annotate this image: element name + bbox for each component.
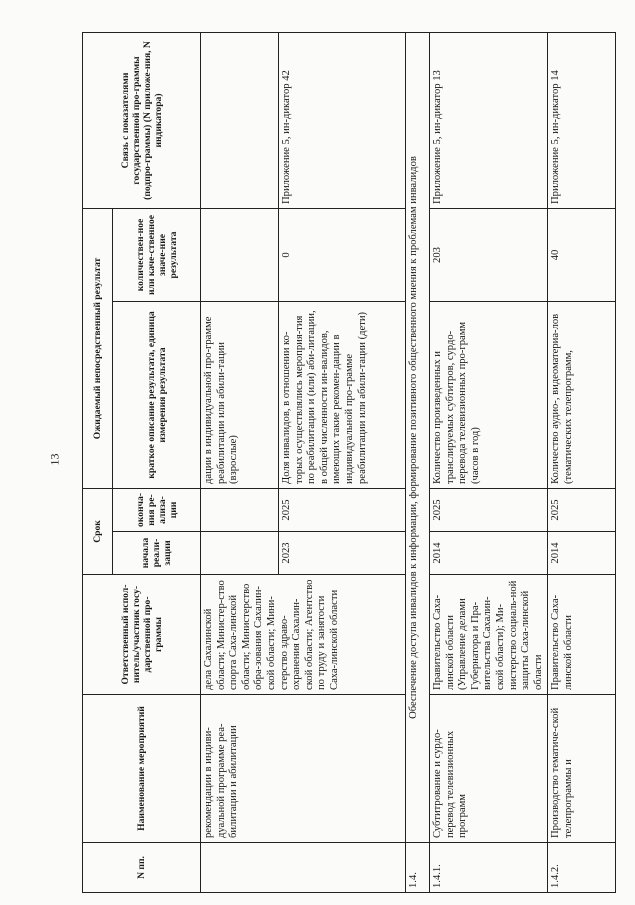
row-end xyxy=(201,489,279,532)
row-link: Приложение 5, ин-дикатор 14 xyxy=(548,32,616,208)
row-name: Производство тематиче-ской телепрограммы и xyxy=(548,695,616,843)
row-responsible: дела Сахалинской области; Министер-ство спорта Саха-линской области; Министерство обра-зования Сахалин-ской области; Мини-стерство здраво-охранения Сахалин-ской области; Агентство по труду и занятости Саха-линской области xyxy=(201,575,406,695)
row-responsible: Правительство Саха-линской области (Управление делами Губернатора и Пра-вительства Сахалин-ской области); Ми-нистерство социаль-ной защиты Саха-линской области xyxy=(430,575,548,695)
header-link: Связь с показателями государственной про-граммы (подпро-граммы) (N приложе-ния, N индикатора) xyxy=(83,32,201,208)
table-row xyxy=(201,32,279,892)
row-result-desc: Количество аудио-, видеоматериа-лов (тематических телепрограмм, xyxy=(548,302,616,489)
row-result-value xyxy=(201,208,279,301)
row-end: 2025 xyxy=(279,489,406,532)
header-result: Ожидаемый непосредственный результат xyxy=(83,208,113,488)
header-term-end: оконча-ния ре-ализа-ции xyxy=(113,489,201,532)
row-result-desc: дации в индивидуальной про-грамме реабилитации или абили-тации (взрослые) xyxy=(201,302,279,489)
row-start xyxy=(201,532,279,575)
header-name: Наименование мероприятий xyxy=(83,695,201,843)
row-result-value: 203 xyxy=(430,208,548,301)
header-result-desc: краткое описание результата, единица измерения результата xyxy=(113,302,201,489)
header-responsible: Ответственный испол-нитель/участник госу-дарственной про-граммы xyxy=(83,575,201,695)
row-start: 2023 xyxy=(279,532,406,575)
row-num: 1.4.1. xyxy=(430,843,548,893)
row-start: 2014 xyxy=(430,532,548,575)
page-number: 13 xyxy=(47,453,62,466)
table-row xyxy=(430,32,548,892)
header-term-start: начала реали-зации xyxy=(113,532,201,575)
program-table xyxy=(82,32,616,893)
row-result-value: 40 xyxy=(548,208,616,301)
table-row xyxy=(548,32,616,892)
row-name: рекомендации в индиви-дуальной программе реа-билитации и абилитации xyxy=(201,695,406,843)
row-result-desc: Доля инвалидов, в отношении ко-торых осуществлялись мероприя-тия по реабилитации и (или) аби-литации, в общей численности ин-валидов, имеющих такие рекомен-дации в индивидуальной про-грамме реабилитации или абили-тации (дети) xyxy=(279,302,406,489)
row-start: 2014 xyxy=(548,532,616,575)
row-result-value: 0 xyxy=(279,208,406,301)
section-num: 1.4. xyxy=(406,843,430,893)
row-num: 1.4.2. xyxy=(548,843,616,893)
row-end: 2025 xyxy=(430,489,548,532)
program-table-page xyxy=(82,33,617,893)
table-header-row xyxy=(83,32,113,892)
section-row xyxy=(406,32,430,892)
row-result-desc: Количество произведенных и транслируемых субтитров, сурдо-перевода телевизионных про-грамм (часов в год) xyxy=(430,302,548,489)
header-num: N пп. xyxy=(83,843,201,893)
row-end: 2025 xyxy=(548,489,616,532)
header-result-value: количествен-ное или каче-ственное значе-ние результата xyxy=(113,208,201,301)
row-link: Приложение 5, ин-дикатор 13 xyxy=(430,32,548,208)
row-link: Приложение 5, ин-дикатор 42 xyxy=(279,32,406,208)
row-link xyxy=(201,32,279,208)
section-title: Обеспечение доступа инвалидов к информации, формирование позитивного общественного мнения к проблемам инвалидов xyxy=(406,32,430,842)
row-name: Субтитрование и сурдо-перевод телевизионных программ xyxy=(430,695,548,843)
row-num xyxy=(201,843,406,893)
row-responsible: Правительство Саха-линской области xyxy=(548,575,616,695)
header-term: Срок xyxy=(83,489,113,575)
